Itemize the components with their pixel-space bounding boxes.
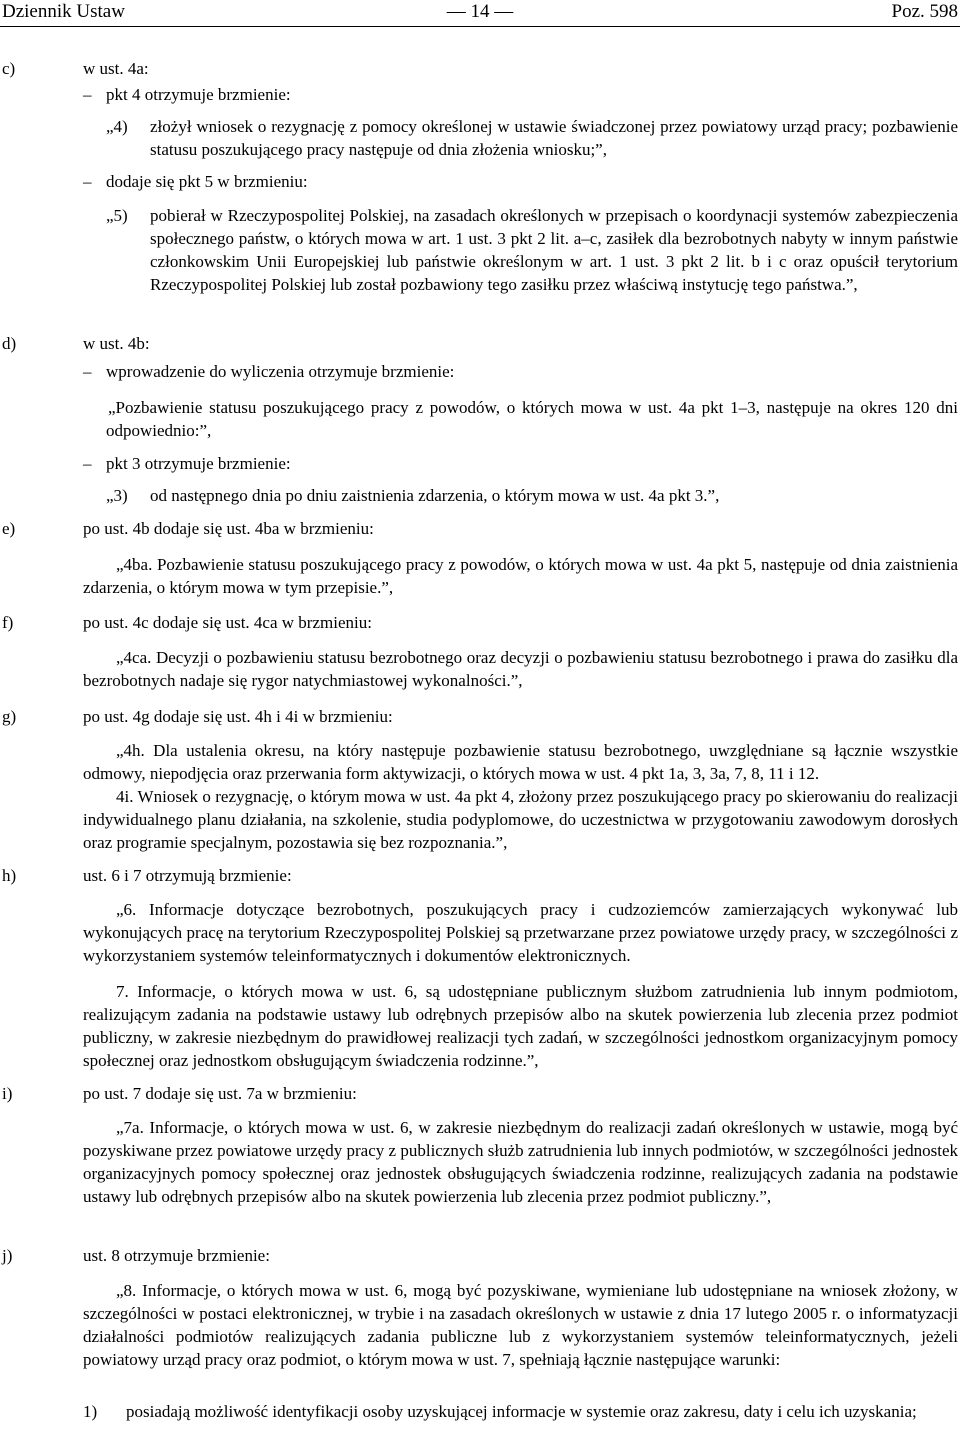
item-f-label: f) [2, 613, 14, 632]
item-j-quote: „8. Informacje, o których mowa w ust. 6, mogą być pozyskiwane, wymieniane lub udostępniane na wniosek złożony, w szczególności w postaci elektronicznej, w trybie i na zasadach określonych w ustawie z dnia 17 lutego 2005 r. o informatyzacji działalności podmiotów realizujących zadania publiczne lub z wykorzystaniem systemów teleinformatycznych, jeżeli powiatowy urząd pracy oraz podmiot, o którym mowa w ust. 7, spełniają łącznie następujące warunki: [83, 1281, 958, 1369]
header-page-number: — 14 — [446, 1, 514, 22]
item-e-quote: „4ba. Pozbawienie statusu poszukującego pracy z powodów, o których mowa w ust. 4a pkt 5, następuje od dnia zaistnienia zdarzenia, o którym mowa w tym przepisie.”, [83, 555, 958, 597]
item-c-label: c) [2, 59, 16, 78]
item-d-q3-number: „3) [106, 486, 128, 505]
item-j-label: j) [2, 1246, 13, 1265]
item-g-quote-4h: „4h. Dla ustalenia okresu, na który następuje pozbawienie statusu bezrobotnego, uwzględniane są łącznie wszystkie odmowy, niepodjęcia oraz przerwania form aktywizacji, o których mowa w ust. 4 pkt 1a, 3, 3a, 7, 8, 11 i 12. [83, 741, 958, 783]
item-j-title: ust. 8 otrzymuje brzmienie: [83, 1246, 270, 1265]
item-j-point1-text: posiadają możliwość identyfikacji osoby uzyskującej informacje w systemie oraz zakresu, daty i celu ich uzyskania; [126, 1402, 917, 1421]
dash-marker: – [83, 362, 92, 381]
item-c-title: w ust. 4a: [83, 59, 149, 78]
item-c-q4-number: „4) [106, 117, 128, 136]
item-d-label: d) [2, 334, 17, 353]
page-header [0, 0, 960, 27]
item-f-quote: „4ca. Decyzji o pozbawieniu statusu bezrobotnego oraz decyzji o pozbawieniu statusu bezrobotnego i prawa do zasiłku dla bezrobotnych nadaje się rygor natychmiastowej wykonalności.”, [83, 648, 958, 690]
item-g-label: g) [2, 707, 17, 726]
dash-marker: – [83, 454, 92, 473]
item-c-q4-text: złożył wniosek o rezygnację z pomocy określonej w ustawie świadczonej przez powiatowy urząd pracy; pozbawienie statusu poszukującego pracy następuje od dnia złożenia wniosku;”, [150, 117, 958, 159]
item-j-point1-number: 1) [83, 1402, 98, 1421]
item-h-title: ust. 6 i 7 otrzymują brzmienie: [83, 866, 292, 885]
item-d-quote: „Pozbawienie statusu poszukującego pracy z powodów, o których mowa w ust. 4a pkt 1–3, następuje na okres 120 dni odpowiednio:”, [106, 398, 958, 440]
item-d-title: w ust. 4b: [83, 334, 150, 353]
header-position: Poz. 598 [891, 1, 958, 22]
item-h-label: h) [2, 866, 17, 885]
item-i-quote: „7a. Informacje, o których mowa w ust. 6, w zakresie niezbędnym do realizacji zadań określonych w ustawie, mogą być pozyskiwane przez powiatowe urzędy pracy z publicznych służb zatrudnienia lub innych podmiotów, w szczególności jednostek organizacyjnych pomocy społecznej oraz jednostek obsługujących świadczenia rodzinne, realizujących zadania na podstawie ustawy lub odrębnych przepisów albo na skutek powierzenia lub zlecenia przez podmiot publiczny.”, [83, 1118, 958, 1206]
item-c-q5-number: „5) [106, 206, 128, 225]
header-journal-title: Dziennik Ustaw [2, 1, 125, 22]
dash-marker: – [83, 85, 92, 104]
item-i-label: i) [2, 1084, 13, 1103]
item-g-quote-4i: 4i. Wniosek o rezygnację, o którym mowa w ust. 4a pkt 4, złożony przez poszukującego pracy po skierowaniu do realizacji indywidualnego planu działania, na szkolenie, studia podyplomowe, do uczestnictwa w przygotowaniu zawodowym dorosłych oraz programie specjalnym, pozostawia się bez rozpoznania.”, [83, 787, 958, 852]
item-h-quote-7: 7. Informacje, o których mowa w ust. 6, są udostępniane publicznym służbom zatrudnienia lub innym podmiotom, realizującym zadania na podstawie ustawy lub odrębnych przepisów albo na skutek powierzenia lub zlecenia przez podmiot publiczny, w zakresie niezbędnym do prawidłowej realizacji tych zadań, w szczególności jednostkom organizacyjnym pomocy społecznej oraz jednostkom obsługującym świadczenia rodzinne.”, [83, 982, 958, 1070]
item-d-dash1: wprowadzenie do wyliczenia otrzymuje brzmienie: [106, 362, 455, 381]
item-i-title: po ust. 7 dodaje się ust. 7a w brzmieniu: [83, 1084, 357, 1103]
item-d-q3-text: od następnego dnia po dniu zaistnienia zdarzenia, o którym mowa w ust. 4a pkt 3.”, [150, 486, 720, 505]
item-c-dash2: dodaje się pkt 5 w brzmieniu: [106, 172, 308, 191]
item-c-dash1: pkt 4 otrzymuje brzmienie: [106, 85, 291, 104]
item-d-dash2: pkt 3 otrzymuje brzmienie: [106, 454, 291, 473]
dash-marker: – [83, 172, 92, 191]
item-f-title: po ust. 4c dodaje się ust. 4ca w brzmieniu: [83, 613, 372, 632]
item-e-title: po ust. 4b dodaje się ust. 4ba w brzmieniu: [83, 519, 374, 538]
item-e-label: e) [2, 519, 16, 538]
item-c-q5-text: pobierał w Rzeczypospolitej Polskiej, na zasadach określonych w przepisach o koordynacji systemów zabezpieczenia społecznego państw, o których mowa w art. 1 ust. 3 pkt 2 lit. a–c, zasiłek dla bezrobotnych nabyty w innym państwie członkowskim Unii Europejskiej lub państwie określonym w art. 1 ust. 3 pkt 2 lit. b i c oraz opuścił terytorium Rzeczypospolitej Polskiej lub został pozbawiony tego zasiłku przez właściwą instytucję tego państwa.”, [150, 206, 958, 294]
item-g-title: po ust. 4g dodaje się ust. 4h i 4i w brzmieniu: [83, 707, 393, 726]
item-h-quote-6: „6. Informacje dotyczące bezrobotnych, poszukujących pracy i cudzoziemców zamierzających wykonywać lub wykonujących pracę na terytorium Rzeczypospolitej Polskiej są przetwarzane przez powiatowe urzędy pracy, w szczególności z wykorzystaniem systemów teleinformatycznych i dokumentów elektronicznych. [83, 900, 958, 965]
